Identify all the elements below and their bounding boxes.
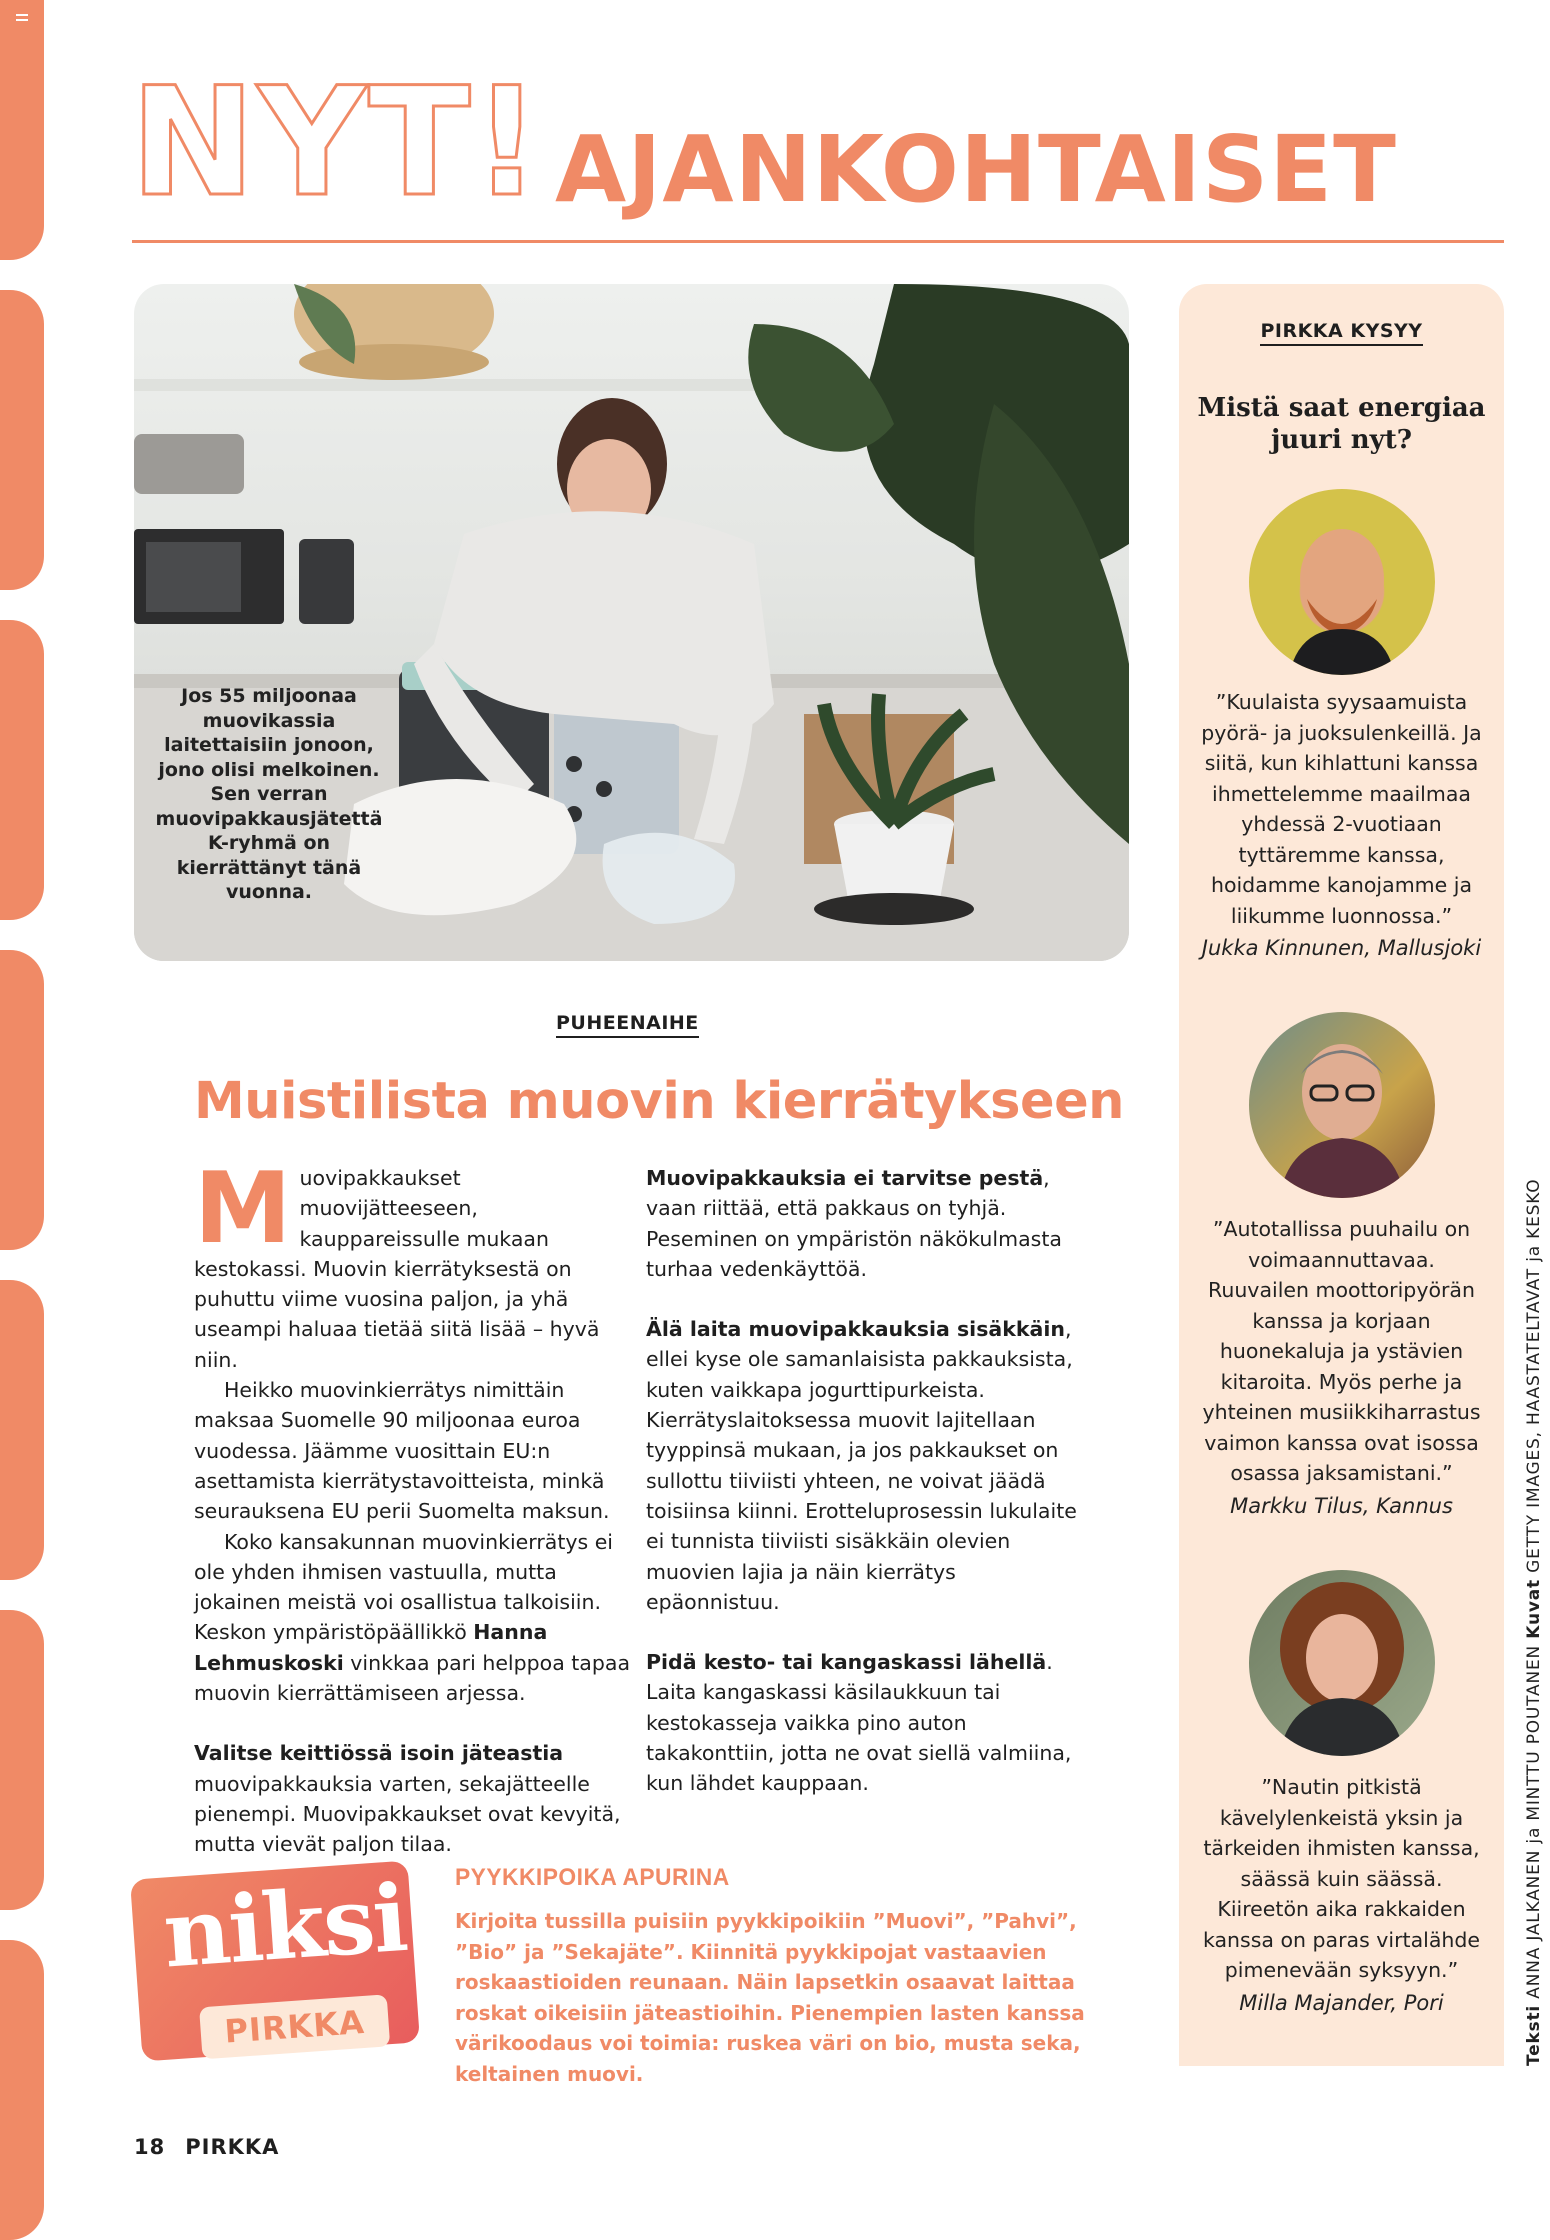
niksi-pirkka-logo: niksi PIRKKA <box>130 1861 420 2062</box>
edge-tab <box>0 290 44 590</box>
nyt-logo: NYT! <box>130 56 543 230</box>
article-kicker: PUHEENAIHE <box>556 1012 699 1034</box>
avatar <box>1249 489 1435 675</box>
photo-credits: Teksti ANNA JALKANEN ja MINTTU POUTANEN Kuvat GETTY IMAGES, HAASTATELTAVAT ja KESKO <box>1524 1178 1544 2066</box>
article-column-2: Muovipakkauksia ei tarvitse pestä, vaan riittää, että pakkaus on tyhjä. Peseminen on ympäristön näkökulmasta turhaa vedenkäyttöä. Älä laita muovipakkauksia sisäkkäin, ellei kyse ole samanlaisista pakkauksista, kuten vaikkapa jogurttipurkeista. Kierrätyslaitoksessa muovit lajitellaan tyyppinsä mukaan, ja jos pakkaukset on sullottu tiiviisti yhteen, ne voivat jäädä toisiinsa kiinni. Erotteluprosessin lukulaite ei tunnista tiiviisti sisäkkäin olevien muovien lajia ja näin kierrätys epäonnistuu. Pidä kesto- tai kangaskassi lähellä. Laita kangaskassi käsilaukkuun tai kestokasseja vaikka pino auton takakonttiin, jotta ne ovat siellä valmiina, kun lähdet kauppaan. <box>646 1166 1077 1796</box>
page-number: 18 <box>134 2135 166 2159</box>
magazine-name: PIRKKA <box>185 2135 280 2159</box>
answer-name: Jukka Kinnunen, Mallusjoki <box>1201 936 1482 960</box>
edge-tab <box>0 950 44 1250</box>
edge-tab <box>0 1610 44 1910</box>
answer-quote: ”Kuulaista syysaamuista pyörä- ja juoksulenkeillä. Ja siitä, kun kihlattuni kanssa ihmettelemme maailmaa yhdessä 2-vuotiaan tyttäremme kanssa, hoidamme kanojamme ja liikumme luonnossa.” <box>1201 690 1482 928</box>
answer-quote: ”Nautin pitkistä kävelylenkeistä yksin ja tärkeiden ihmisten kanssa, säässä kuin säässä. Kiireetön aika rakkaiden kanssa on paras virtalähde pimenevään syksyyn.” <box>1202 1775 1481 1982</box>
edge-tab <box>0 0 44 260</box>
article-column-1: Muovipakkaukset muovijätteeseen, kauppareissulle mukaan kestokassi. Muovin kierrätyksestä on puhuttu viime vuosina paljon, ja yhä useampi haluaa tietää siitä lisää – hyvä niin. Heikko muovinkierrätys nimittäin maksaa Suomelle 90 miljoonaa euroa vuodessa. Jäämme vuosittain EU:n asettamista kierrätystavoitteista, minkä seurauksena EU perii Suomelta maksun. Koko kansakunnan muovinkierrätys ei ole yhden ihmisen vastuulla, mutta jokainen meistä voi osallistua talkoisiin. Keskon ympäristöpäällikkö Hanna Lehmuskoski vinkkaa pari helppoa tapaa muovin kierrättämiseen arjessa. Valitse keittiössä isoin jäteastia muovipakkauksia varten, sekajätteelle pienempi. Muovipakkaukset ovat kevyitä, mutta vievät paljon tilaa. <box>194 1152 631 1857</box>
niksi-text: Kirjoita tussilla puisiin pyykkipoikiin ”Muovi”, ”Pahvi”, ”Bio” ja ”Sekajäte”. Kiinnitä pyykkipojat vastaavien roskaastioiden reunaan. Näin lapsetkin osaavat laittaa roskat oikeisiin jäteastioihin. Pienempien lasten kanssa värikoodaus voi toimia: ruskea väri on bio, musta seka, keltainen muovi. <box>455 1909 1085 2086</box>
pirkka-kysyy-sidebar <box>1179 284 1504 2066</box>
photo-caption: Jos 55 miljoonaa muovikassia laitettaisiin jonoon, jono olisi melkoinen. Sen verran muovipakkausjätettä K-ryhmä on kierrättänyt tänä vuonna. <box>155 685 383 903</box>
avatar <box>1249 1570 1435 1756</box>
page-title: AJANKOHTAISET <box>555 116 1397 223</box>
edge-tab <box>0 1940 44 2240</box>
drop-cap: M <box>194 1152 292 1266</box>
header-divider <box>132 240 1504 243</box>
hero-photo <box>134 284 1129 961</box>
answer-name: Markku Tilus, Kannus <box>1230 1494 1453 1518</box>
avatar <box>1249 1012 1435 1198</box>
answer-quote: ”Autotallissa puuhailu on voimaannuttavaa. Ruuvailen moottoripyörän kanssa ja korjaan huonekaluja ja ystävien kitaroita. Myös perhe ja yhteinen musiikkiharrastus vaimon kanssa ovat isossa osassa jaksamistani.” <box>1202 1217 1481 1485</box>
edge-tab <box>0 620 44 920</box>
page-footer <box>134 2135 279 2159</box>
answer-name: Milla Majander, Pori <box>1239 1991 1444 2015</box>
article-headline: Muistilista muovin kierrätykseen <box>194 1072 1124 1131</box>
niksi-title: PYYKKIPOIKA APURINA <box>455 1864 730 1891</box>
edge-tab <box>0 1280 44 1580</box>
sidebar-kicker: PIRKKA KYSYY <box>1179 320 1504 342</box>
menu-icon[interactable] <box>16 14 28 24</box>
sidebar-question: Mistä saat energiaa juuri nyt? <box>1197 393 1486 455</box>
